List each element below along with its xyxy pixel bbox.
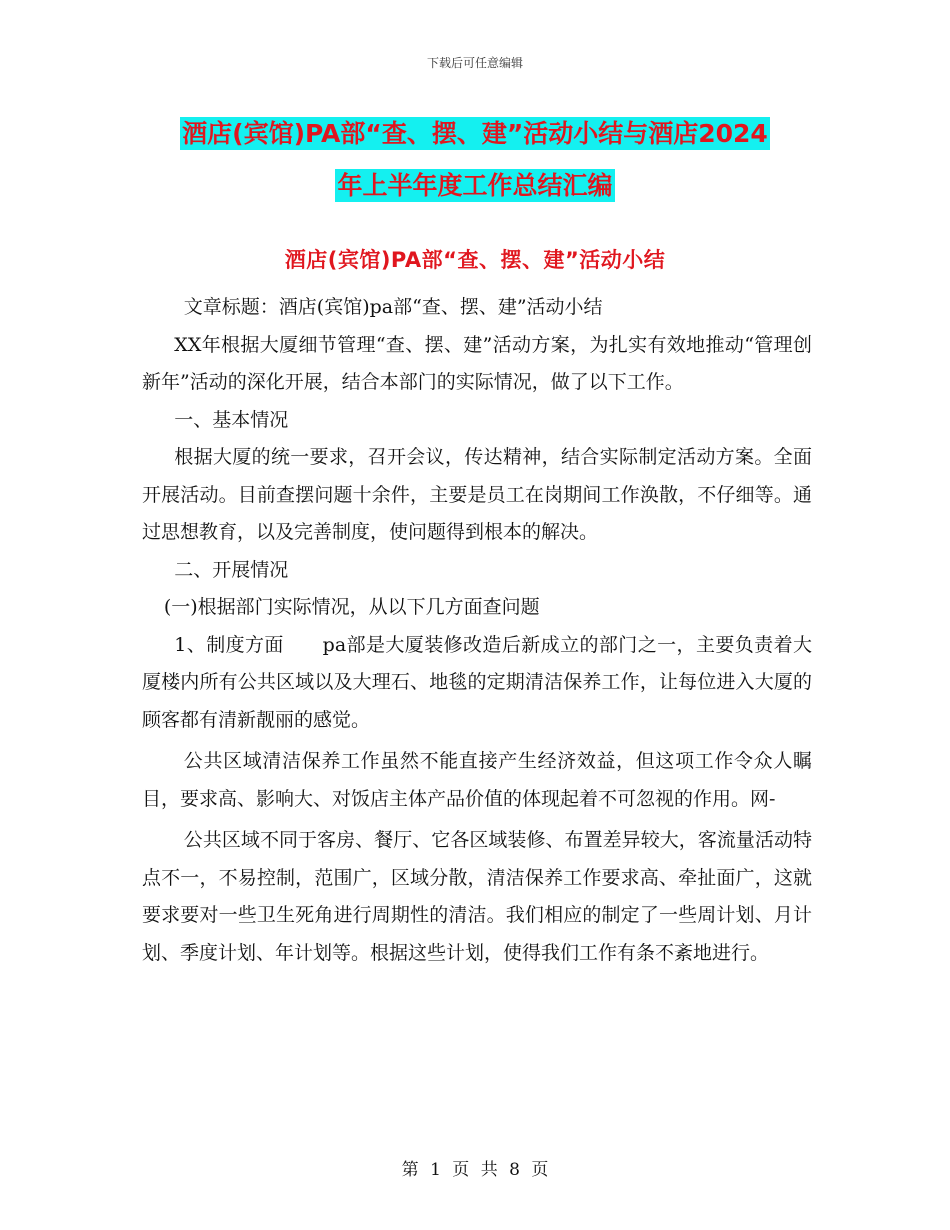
section-title: 酒店(宾馆)PA部“查、摆、建”活动小结: [284, 248, 666, 272]
system-aspect-paragraph: 1、制度方面 pa部是大厦装修改造后新成立的部门之一，主要负责着大厦楼内所有公共区域以及大理石、地毯的定期清洁保养工作，让每位进入大厦的顾客都有清新靓丽的感觉。: [142, 633, 812, 731]
page-header-note: 下载后可任意编辑: [426, 56, 523, 70]
public-area-importance-paragraph: 公共区域清洁保养工作虽然不能直接产生经济效益，但这项工作令众人瞩目，要求高、影响大、对饭店主体产品价值的体现起着不可忽视的作用。网-: [142, 750, 812, 810]
public-area-planning-paragraph: 公共区域不同于客房、餐厅、它各区域装修、布置差异较大，客流量活动特点不一，不易控制，范围广，区域分散，清洁保养工作要求高、牵扯面广，这就要求要对一些卫生死角进行周期性的清洁。我们相应的制定了一些周计划、月计划、季度计划、年计划等。根据这些计划，使得我们工作有条不紊地进行。: [142, 829, 812, 964]
document-body: [142, 289, 812, 972]
subheading-find-problems: (一)根据部门实际情况，从以下几方面查问题: [163, 596, 540, 618]
intro-paragraph: XX年根据大厦细节管理“查、摆、建”活动方案，为扎实有效地推动“管理创新年”活动的深化开展，结合本部门的实际情况，做了以下工作。: [142, 333, 812, 393]
heading-progress: 二、开展情况: [174, 558, 289, 581]
document-main-title: [0, 108, 950, 212]
main-title-line-2: 年上半年度工作总结汇编: [337, 171, 613, 200]
heading-basic-situation: 一、基本情况: [174, 408, 289, 431]
page-footer-pagination: 第 1 页 共 8 页: [401, 1160, 549, 1180]
article-title-line: 文章标题：酒店(宾馆)pa部“查、摆、建”活动小结: [183, 296, 603, 318]
main-title-line-1: 酒店(宾馆)PA部“查、摆、建”活动小结与酒店2024: [182, 119, 768, 148]
basic-situation-paragraph: 根据大厦的统一要求，召开会议，传达精神，结合实际制定活动方案。全面开展活动。目前查摆问题十余件，主要是员工在岗期间工作涣散，不仔细等。通过思想教育，以及完善制度，使问题得到根本的解决。: [142, 446, 812, 543]
